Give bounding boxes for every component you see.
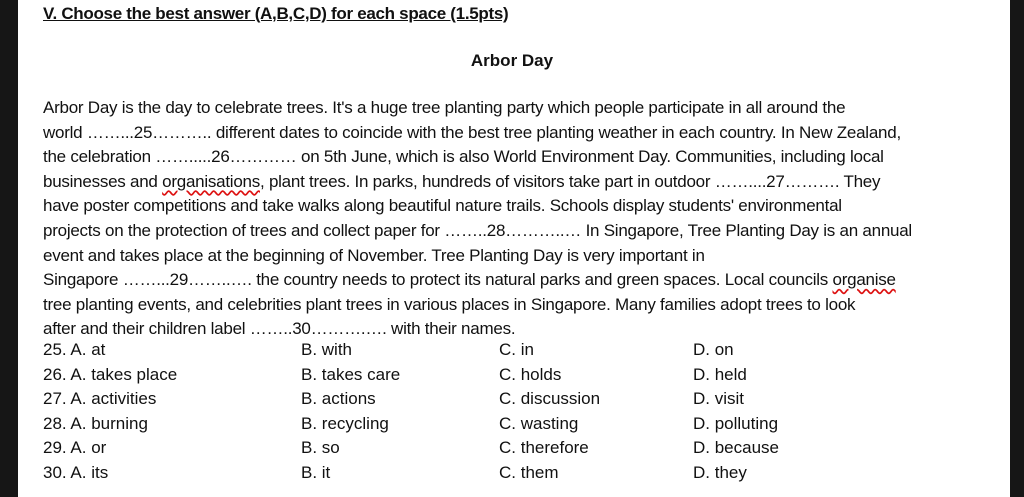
option-c: C. discussion <box>499 389 601 409</box>
passage-line: after and their children label ……..30……….…. with their names. <box>43 319 516 339</box>
option-b: B. with <box>301 340 353 359</box>
passage-title: Arbor Day <box>470 51 554 70</box>
option-d: D. held <box>693 364 747 384</box>
option-a: 30. A. its <box>43 462 109 482</box>
spellcheck-flagged-word: organisations <box>162 171 260 191</box>
passage-line: the celebration …….....26………… on 5th June, which is also World Environment Day. Communities, including local <box>43 147 884 167</box>
passage-text-segment: Singapore ……...29……..…. the country needs to protect its natural parks and green spaces. Local councils <box>43 270 833 290</box>
option-b: B. takes care <box>301 364 401 384</box>
option-a: 29. A. or <box>43 438 107 458</box>
option-b: B. recycling <box>301 413 389 433</box>
passage-text <box>43 96 1013 342</box>
option-d: D. they <box>693 462 747 482</box>
passage-line: Arbor Day is the day to celebrate trees. It's a huge tree planting party which people participate in all around the <box>43 98 846 117</box>
option-c: C. wasting <box>499 413 579 433</box>
option-d: D. on <box>693 340 734 359</box>
option-d: D. polluting <box>693 413 779 433</box>
passage-line: projects on the protection of trees and collect paper for ……..28………..… In Singapore, Tree Planting Day is an annual <box>43 220 912 240</box>
option-b: B. it <box>301 462 331 482</box>
option-d: D. visit <box>693 389 744 409</box>
option-a: 25. A. at <box>43 340 106 359</box>
option-c: C. in <box>499 340 534 359</box>
section-heading: V. Choose the best answer (A,B,C,D) for each space (1.5pts) <box>43 4 509 23</box>
option-b: B. so <box>301 438 340 458</box>
passage-line: tree planting events, and celebrities plant trees in various places in Singapore. Many families adopt trees to look <box>43 294 856 314</box>
option-c: C. holds <box>499 364 562 384</box>
option-a: 26. A. takes place <box>43 364 178 384</box>
passage-line: world ……...25……….. different dates to coincide with the best tree planting weather in each country. In New Zealand, <box>43 122 901 142</box>
option-a: 27. A. activities <box>43 389 157 409</box>
passage-line <box>43 268 1013 293</box>
passage-line: event and takes place at the beginning of November. Tree Planting Day is very important in <box>43 245 705 265</box>
passage-text-segment: businesses and <box>43 171 163 191</box>
option-a: 28. A. burning <box>43 413 148 433</box>
spellcheck-flagged-word: organise <box>832 270 896 290</box>
option-b: B. actions <box>301 389 376 409</box>
option-c: C. them <box>499 462 559 482</box>
option-c: C. therefore <box>499 438 589 458</box>
passage-text-segment: , plant trees. In parks, hundreds of visitors take part in outdoor ……....27………. They <box>260 171 881 191</box>
passage-line <box>43 170 1013 195</box>
passage-line: have poster competitions and take walks along beautiful nature trails. Schools display students' environmental <box>43 196 842 216</box>
left-dark-border <box>0 0 18 497</box>
option-d: D. because <box>693 438 779 458</box>
